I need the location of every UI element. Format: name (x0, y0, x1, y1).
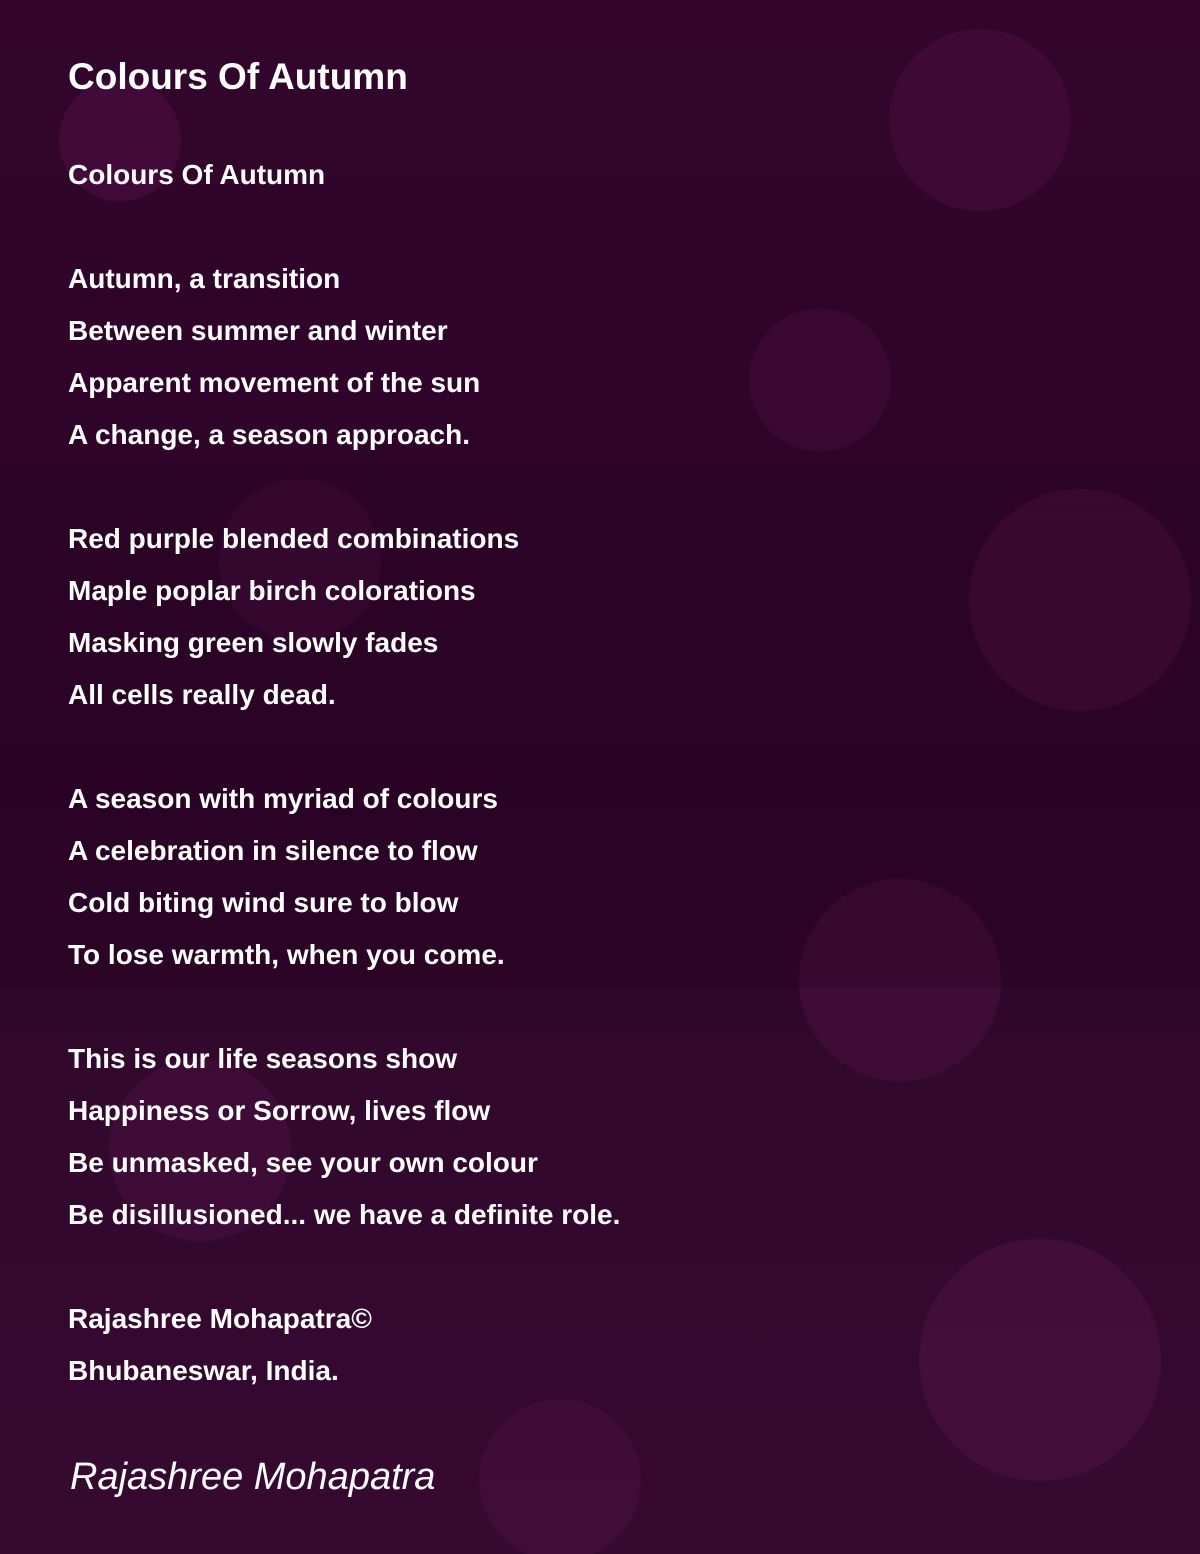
stanza-break (68, 201, 1148, 253)
poem-line: To lose warmth, when you come. (68, 939, 505, 970)
poem-line: Happiness or Sorrow, lives flow (68, 1095, 491, 1126)
poem-line: A celebration in silence to flow (68, 835, 478, 866)
poem-line: Apparent movement of the sun (68, 367, 481, 398)
page-title: Colours Of Autumn (68, 56, 408, 97)
poem-line: Masking green slowly fades (68, 627, 439, 658)
author-signature: Rajashree Mohapatra (70, 1456, 436, 1498)
poem-line: Red purple blended combinations (68, 523, 520, 554)
poem-credit-location: Bhubaneswar, India. (68, 1355, 339, 1386)
poem-body (68, 149, 1148, 1397)
poem-line: Between summer and winter (68, 315, 448, 346)
poem-line: Maple poplar birch colorations (68, 575, 476, 606)
poem-credit-author: Rajashree Mohapatra© (68, 1303, 372, 1334)
poem-line: All cells really dead. (68, 679, 336, 710)
poem-line: Autumn, a transition (68, 263, 341, 294)
poem-heading: Colours Of Autumn (68, 159, 326, 190)
poem-line: Be unmasked, see your own colour (68, 1147, 538, 1178)
stanza-break (68, 1241, 1148, 1293)
poem-line: This is our life seasons show (68, 1043, 457, 1074)
poem-line: Be disillusioned... we have a definite role. (68, 1199, 621, 1230)
poem-line: A change, a season approach. (68, 419, 470, 450)
poem-line: A season with myriad of colours (68, 783, 498, 814)
stanza-break (68, 721, 1148, 773)
stanza-break (68, 461, 1148, 513)
poem-line: Cold biting wind sure to blow (68, 887, 459, 918)
stanza-break (68, 981, 1148, 1033)
